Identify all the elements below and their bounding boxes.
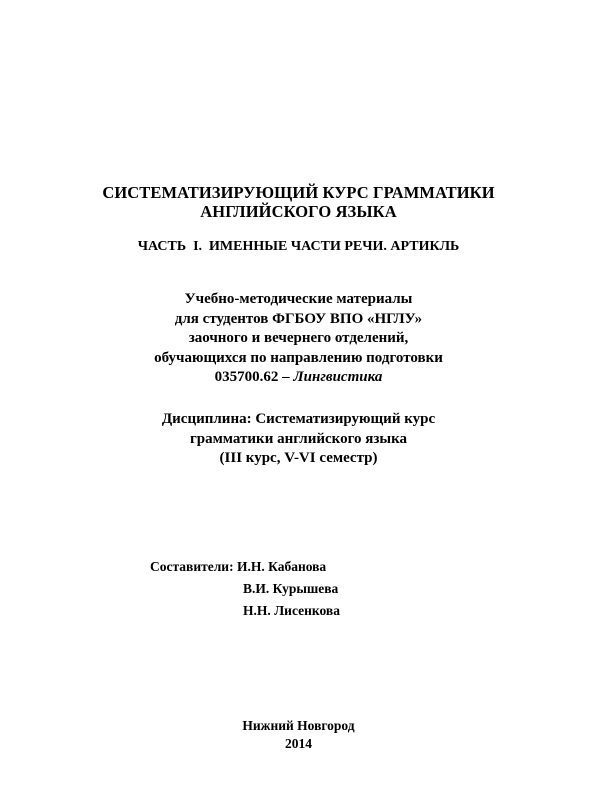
description-line-1: Учебно-методические материалы [184, 291, 413, 307]
author-name: В.И. Курышева [243, 581, 339, 596]
specialty-name: Лингвистика [293, 369, 383, 385]
description-line-3: заочного и вечернего отделений, [188, 330, 409, 346]
publication-city: Нижний Новгород [242, 718, 355, 733]
publication-year: 2014 [285, 736, 312, 751]
authors-label: Составители: [150, 559, 234, 574]
program-code: 035700.62 [214, 369, 279, 385]
part-heading: ЧАСТЬ I. ИМЕННЫЕ ЧАСТИ РЕЧИ. АРТИКЛЬ [137, 239, 460, 254]
title-line-1: СИСТЕМАТИЗИРУЮЩИЙ КУРС ГРАММАТИКИ [102, 183, 495, 202]
author-row-2 [150, 578, 340, 600]
description-line-5 [0, 368, 597, 388]
author-name: И.Н. Кабанова [236, 559, 327, 574]
title-line-2: АНГЛИЙСКОГО ЯЗЫКА [200, 202, 397, 221]
author-row-1 [150, 556, 340, 578]
document-title [0, 183, 597, 221]
discipline-line-2: грамматики английского языка [189, 430, 408, 447]
description-line-4: обучающихся по направлению подготовки [154, 349, 443, 366]
description-block [0, 290, 597, 388]
discipline-line-3: (III курс, V-VI семестр) [219, 450, 378, 466]
author-row-3 [150, 600, 340, 622]
discipline-line-1: Дисциплина: Систематизирующий курс [161, 411, 436, 427]
description-line-2: для студентов ФГБОУ ВПО «НГЛУ» [174, 310, 423, 327]
code-dash: – [278, 369, 294, 385]
discipline-block [0, 410, 597, 469]
publication-footer [0, 717, 597, 753]
authors-block [150, 556, 340, 622]
author-name: Н.Н. Лисенкова [243, 603, 340, 618]
